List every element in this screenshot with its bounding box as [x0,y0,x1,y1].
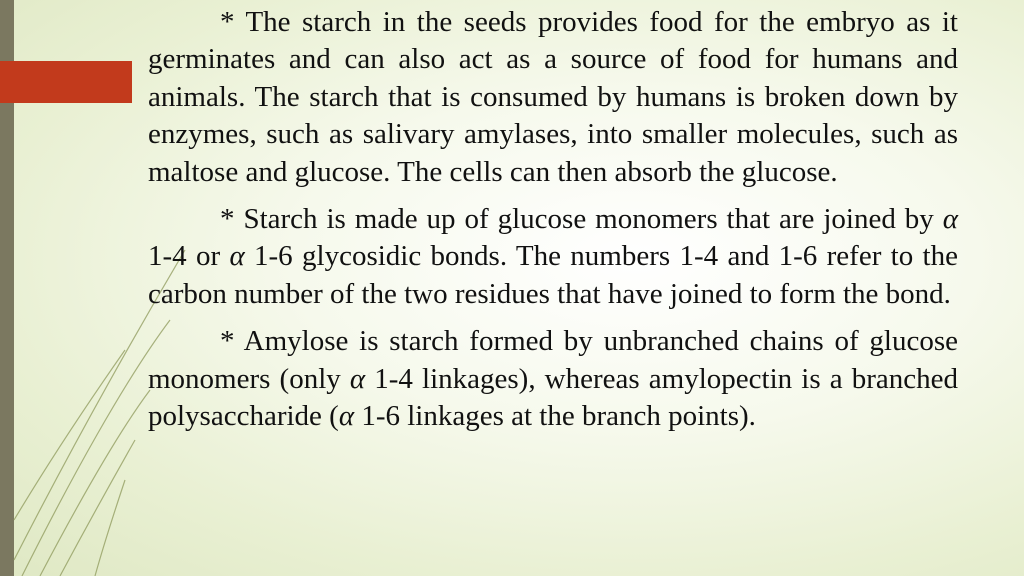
paragraph-text: * Amylose is starch formed by unbranched chains of glucose monomers (only [148,325,958,395]
paragraph-text: 1-6 glycosidic bonds. The numbers 1-4 and 1-6 refer to the carbon number of the two residues that have joined to form the bond. [148,240,958,310]
paragraph-text: 1-4 or [148,240,230,273]
paragraph-text: 1-6 linkages at the branch points). [354,400,756,433]
paragraph-text: * The starch in the seeds provides food for the embryo as it germinates and can also act as a source of food for humans and animals. The starch that is consumed by humans is broken down by enzymes, such as salivary amylases, into smaller molecules, such as maltose and glucose. The cells can then absorb the glucose. [148,6,958,188]
alpha-symbol: α [338,400,355,433]
paragraph-text: 1-4 linkages), whereas amylopectin is a branched polysaccharide ( [148,362,958,433]
alpha-symbol: α [349,362,366,395]
alpha-symbol: α [229,240,245,273]
alpha-symbol: α [942,203,958,236]
paragraph-text: * Starch is made up of glucose monomers that are joined by [220,203,943,236]
paragraph-amylose-amylopectin [148,323,958,435]
slide-body [148,4,958,445]
paragraph-starch-structure [148,201,958,313]
paragraph-starch-function [148,4,958,191]
